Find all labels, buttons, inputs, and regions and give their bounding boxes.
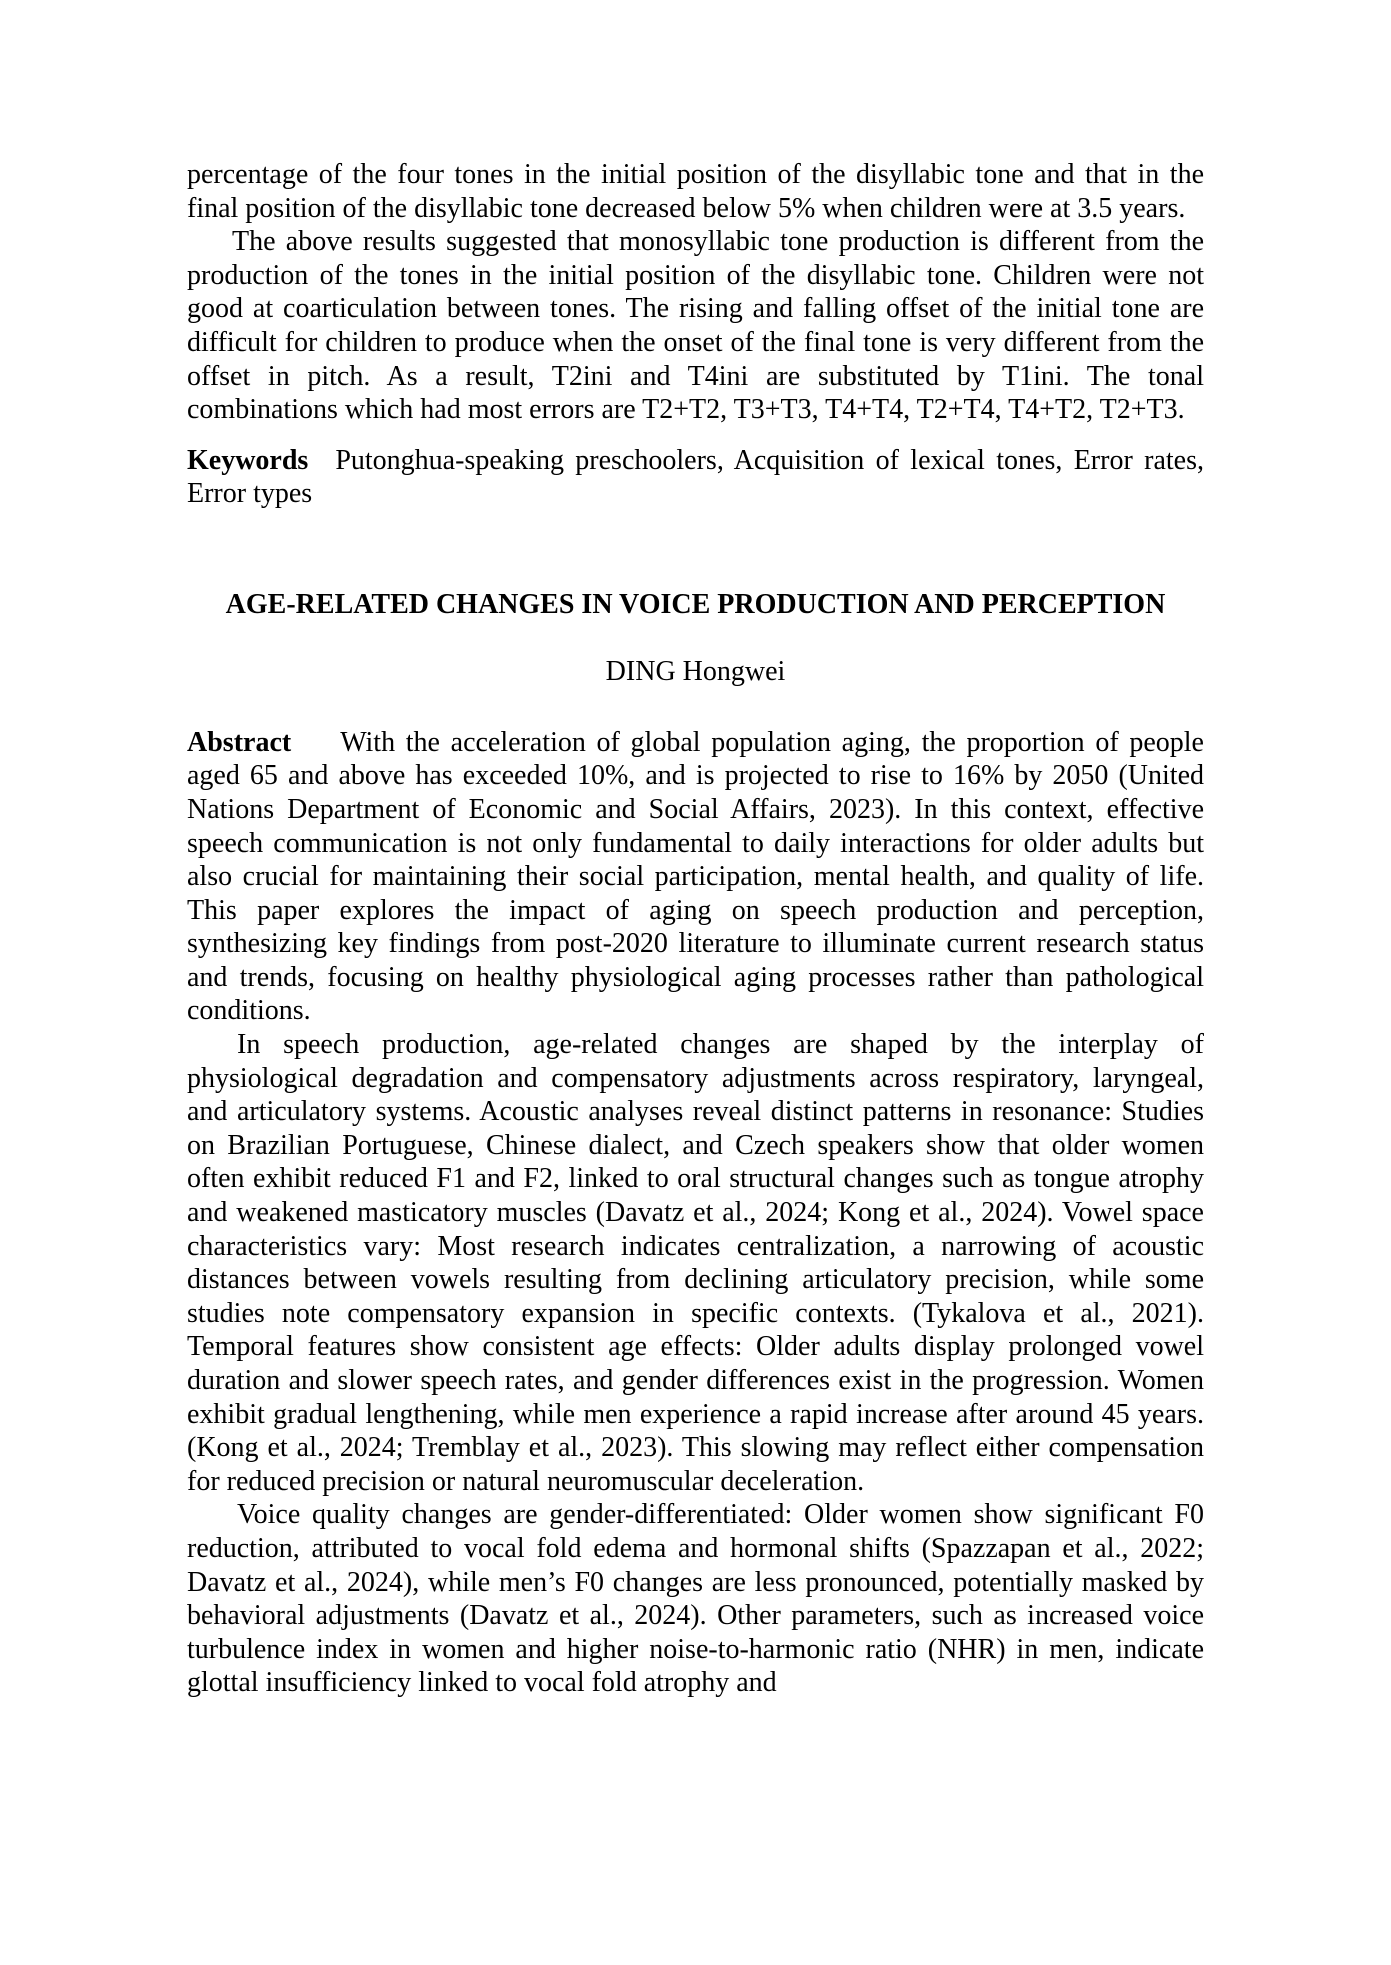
keywords-paragraph <box>187 444 1204 511</box>
abstract-text: With the acceleration of global population aging, the proportion of people aged 65 and above has exceeded 10%, and is projected to rise to 16% by 2050 (United Nations Department of Economic and Social Affairs, 2023). In this context, effective speech communication is not only fundamental to daily interactions for older adults but also crucial for maintaining their social participation, mental health, and quality of life. This paper explores the impact of aging on speech production and perception, synthesizing key findings from post-2020 literature to illuminate current research status and trends, focusing on healthy physiological aging processes rather than pathological conditions. <box>187 726 1204 1027</box>
production-paragraph: In speech production, age-related changes are shaped by the interplay of physiological degradation and compensatory adjustments across respiratory, laryngeal, and articulatory systems. Acoustic analyses reveal distinct patterns in resonance: Studies on Brazilian Portuguese, Chinese dialect, and Czech speakers show that older women often exhibit reduced F1 and F2, linked to oral structural changes such as tongue atrophy and weakened masticatory muscles (Davatz et al., 2024; Kong et al., 2024). Vowel space characteristics vary: Most research indicates centralization, a narrowing of acoustic distances between vowels resulting from declining articulatory precision, while some studies note compensatory expansion in specific contexts. (Tykalova et al., 2021). Temporal features show consistent age effects: Older adults display prolonged vowel duration and slower speech rates, and gender differences exist in the progression. Women exhibit gradual lengthening, while men experience a rapid increase after around 45 years. (Kong et al., 2024; Tremblay et al., 2023). This slowing may reflect either compensation for reduced precision or natural neuromuscular deceleration. <box>187 1029 1204 1497</box>
keywords-text: Putonghua-speaking preschoolers, Acquisition of lexical tones, Error rates, Error types <box>187 444 1204 510</box>
abstract-paragraph <box>187 726 1204 1028</box>
voice-paragraph: Voice quality changes are gender-differentiated: Older women show significant F0 reduction, attributed to vocal fold edema and hormonal shifts (Spazzapan et al., 2022; Davatz et al., 2024), while men’s F0 changes are less pronounced, potentially masked by behavioral adjustments (Davatz et al., 2024). Other parameters, such as increased voice turbulence index in women and higher noise-to-harmonic ratio (NHR) in men, indicate glottal insufficiency linked to vocal fold atrophy and <box>187 1499 1204 1699</box>
abstract-label: Abstract <box>187 726 292 758</box>
continuation-paragraph: percentage of the four tones in the initial position of the disyllabic tone and that in the final position of the disyllabic tone decreased below 5% when children were at 3.5 years. <box>187 159 1204 224</box>
article-author: DING Hongwei <box>605 656 786 688</box>
results-paragraph: The above results suggested that monosyllabic tone production is different from the production of the tones in the initial position of the disyllabic tone. Children were not good at coarticulation between tones. The rising and falling offset of the initial tone are difficult for children to produce when the onset of the final tone is very different from the offset in pitch. As a result, T2ini and T4ini are substituted by T1ini. The tonal combinations which had most errors are T2+T2, T3+T3, T4+T4, T2+T4, T4+T2, T2+T3. <box>187 226 1204 426</box>
keywords-label: Keywords <box>187 444 309 476</box>
article-title: AGE-RELATED CHANGES IN VOICE PRODUCTION AND PERCEPTION <box>225 588 1166 620</box>
